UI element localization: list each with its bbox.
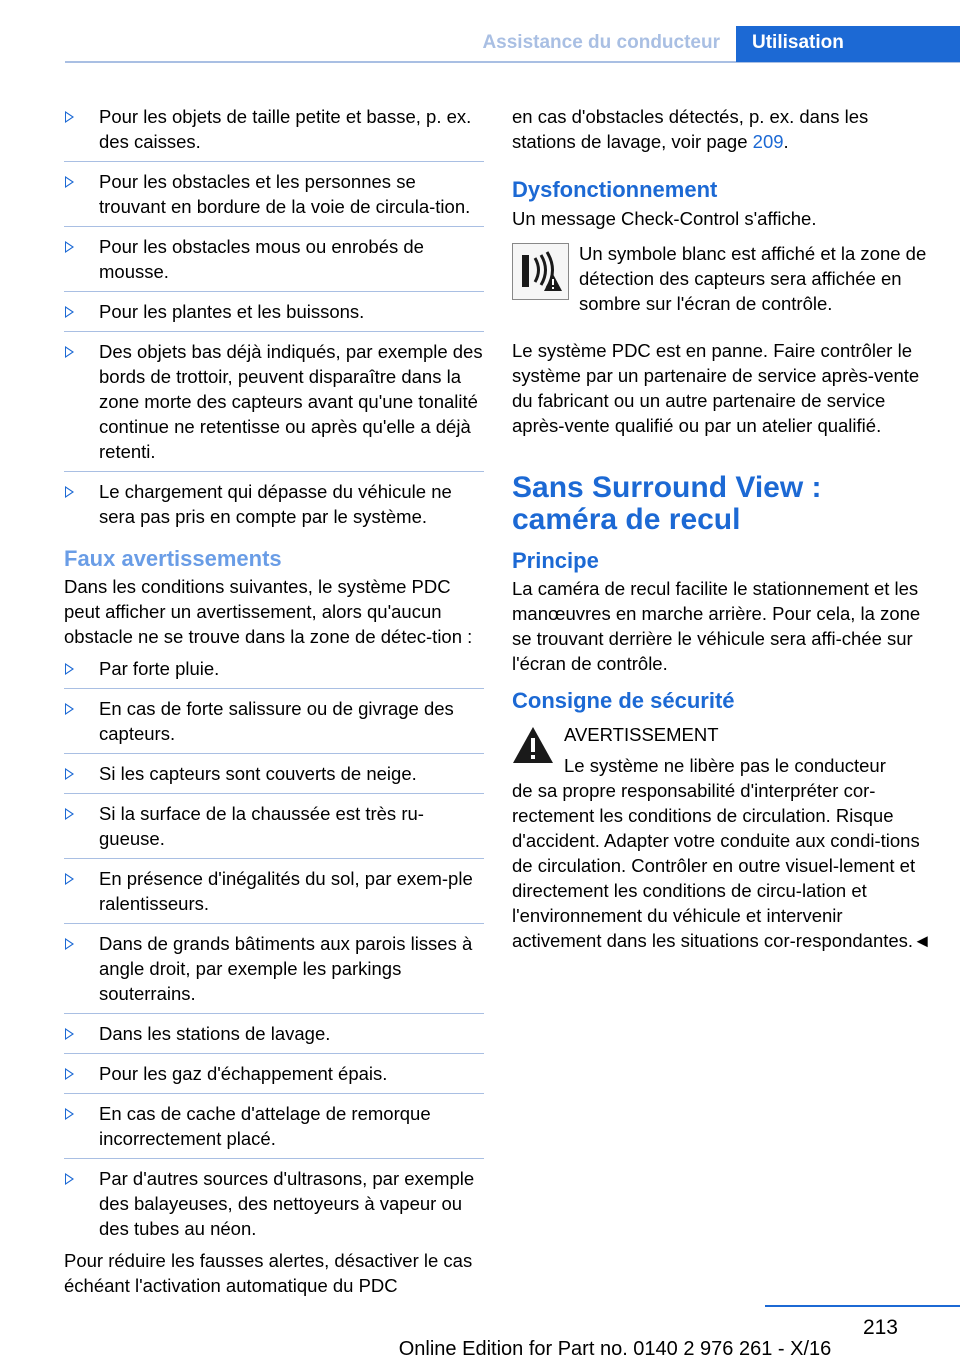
list-item: Pour les obstacles et les personnes se trouvant en bordure de la voie de circula-tion. [64,169,484,219]
item-divider [64,161,484,162]
item-divider [64,753,484,754]
list-item: Le chargement qui dépasse du véhicule ne sera pas pris en compte par le système. [64,479,484,529]
list-item: Des objets bas déjà indiqués, par exemple des bords de trottoir, peuvent disparaître dans la zone morte des capteurs avant qu'une tonalité continue ne retentisse ou après qu'elle a déjà retenti. [64,339,484,464]
triangle-bullet-icon [65,1028,74,1040]
list-item: Par d'autres sources d'ultrasons, par exemple des balayeuses, des nettoyeurs à vapeur ou des tubes au néon. [64,1166,484,1241]
triangle-bullet-icon [65,808,74,820]
header-section-title: Assistance du conducteur [482,32,720,53]
bullet-list-2 [64,656,484,1241]
list-item: Pour les objets de taille petite et basse, p. ex. des caisses. [64,104,484,154]
triangle-bullet-icon [65,873,74,885]
item-divider [64,858,484,859]
warning-body: de sa propre responsabilité d'interpréter cor-rectement les conditions de circulation. Risque d'accident. Adapter votre conduite aux condi-tions de circulation. Contrôler en outre visuel-lement et directement les conditions de circu-lation et l'environnement du véhicule et intervenir activement dans les situations cor-respondantes.◄ [512,780,932,951]
item-divider [64,1158,484,1159]
list-item: En cas de forte salissure ou de givrage des capteurs. [64,696,484,746]
list-item: Pour les plantes et les buissons. [64,299,484,324]
header-tab [736,26,960,62]
item-divider [64,1093,484,1094]
item-divider [64,471,484,472]
triangle-bullet-icon [65,111,74,123]
triangle-bullet-icon [65,486,74,498]
footer-rule [765,1305,960,1307]
item-divider [64,1013,484,1014]
bullet-list-1 [64,104,484,529]
safety-heading: Consigne de sécurité [512,688,735,713]
edition-text: Online Edition for Part no. 0140 2 976 261 - X/16 [398,1338,832,1360]
item-divider [64,688,484,689]
triangle-bullet-icon [65,241,74,253]
section-title-line-1: Sans Surround View : [512,471,822,504]
item-divider [64,793,484,794]
list-item: Dans les stations de lavage. [64,1021,484,1046]
list-item: Pour les gaz d'échappement épais. [64,1061,484,1086]
warning-triangle-icon [512,726,554,764]
continued-paragraph [512,104,932,154]
closing-paragraph: Pour réduire les fausses alertes, désactiver le cas échéant l'activation automatique du PDC [64,1250,473,1296]
list-item: Pour les obstacles mous ou enrobés de mousse. [64,234,484,284]
false-alarms-intro: Dans les conditions suivantes, le système PDC peut afficher un avertissement, alors qu'aucun obstacle ne se trouve dans la zone de détec-tion : [64,576,473,647]
triangle-bullet-icon [65,938,74,950]
triangle-bullet-icon [65,1108,74,1120]
list-item: Dans de grands bâtiments aux parois lisses à angle droit, par exemple les parkings souterrains. [64,931,484,1006]
malfunction-body: Le système PDC est en panne. Faire contrôler le système par un partenaire de service après-vente du fabricant ou un autre partenaire de service après-vente qualifié ou par un atelier qualifié. [512,340,920,436]
item-divider [64,923,484,924]
malfunction-icon-block [512,241,932,321]
principle-body: La caméra de recul facilite le stationnement et les manœuvres en marche arrière. Pour cela, la zone se trouvant derrière le véhicule sera affi-chée sur l'écran de contrôle. [512,578,921,674]
list-item: En cas de cache d'attelage de remorque incorrectement placé. [64,1101,484,1151]
section-title-line-2: caméra de recul [512,503,741,536]
edition-note [0,1338,960,1361]
warning-block [512,722,932,953]
list-item: Si la surface de la chaussée est très ru-gueuse. [64,801,484,851]
triangle-bullet-icon [65,346,74,358]
triangle-bullet-icon [65,663,74,675]
triangle-bullet-icon [65,703,74,715]
list-item: Si les capteurs sont couverts de neige. [64,761,484,786]
continued-text: en cas d'obstacles détectés, p. ex. dans les stations de lavage, voir page [512,106,869,152]
item-divider [64,1053,484,1054]
list-item: En présence d'inégalités du sol, par exem-ple ralentisseurs. [64,866,484,916]
triangle-bullet-icon [65,1068,74,1080]
page-number: 213 [862,1316,898,1339]
warning-label: AVERTISSEMENT [564,724,719,745]
malfunction-icon-text: Un symbole blanc est affiché et la zone de détection des capteurs sera affichée en sombre sur l'écran de contrôle. [579,243,927,314]
triangle-bullet-icon [65,1173,74,1185]
right-column [512,104,932,953]
pdc-malfunction-icon [512,243,569,300]
principle-heading: Principe [512,548,599,573]
triangle-bullet-icon [65,306,74,318]
triangle-bullet-icon [65,768,74,780]
item-divider [64,331,484,332]
page-link[interactable]: 209 [752,131,784,152]
left-column [64,104,484,1298]
header-tab-label: Utilisation [752,32,844,53]
list-item: Par forte pluie. [64,656,484,681]
warning-first-line: Le système ne libère pas le conducteur [564,755,886,776]
malfunction-message: Un message Check-Control s'affiche. [512,208,817,229]
malfunction-heading: Dysfonctionnement [512,177,718,202]
continued-end: . [783,131,789,152]
item-divider [64,226,484,227]
triangle-bullet-icon [65,176,74,188]
item-divider [64,291,484,292]
false-alarms-heading: Faux avertissements [64,546,282,571]
section-title [512,472,932,536]
